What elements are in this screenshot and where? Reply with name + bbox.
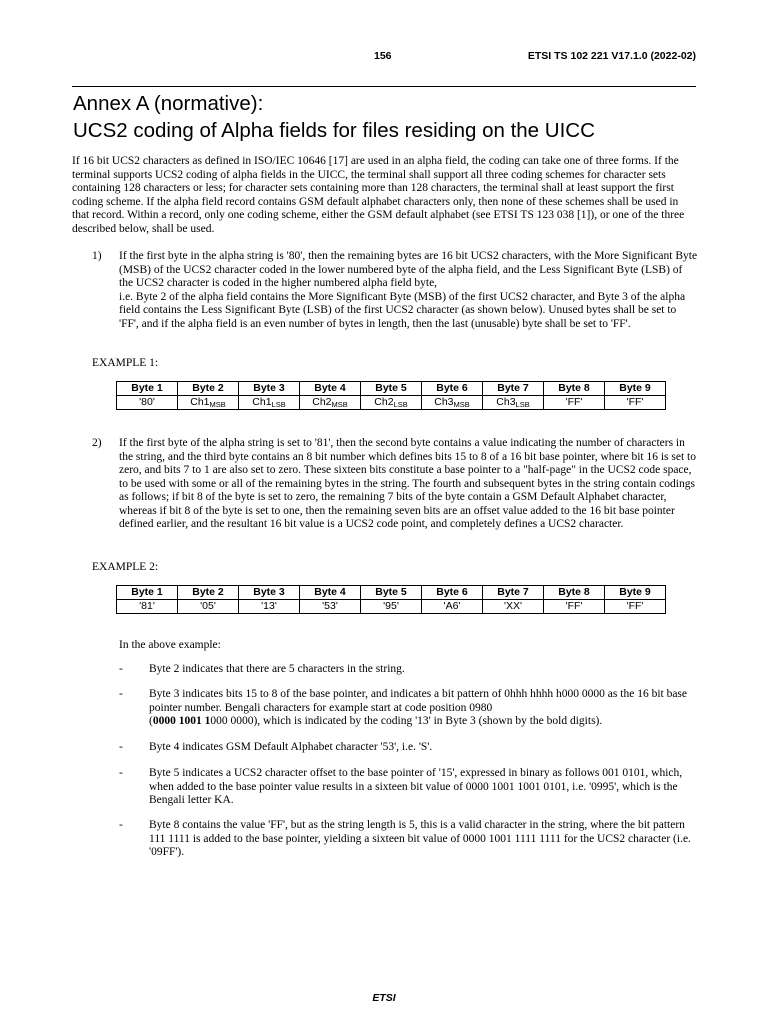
table-row (117, 600, 666, 614)
cell-subscript: MSB (209, 400, 226, 409)
table-header-row (117, 586, 666, 600)
value-cell: 'A6' (422, 600, 483, 614)
table-header-row (117, 382, 666, 396)
bullet-text: Byte 2 indicates that there are 5 characters in the string. (149, 663, 405, 675)
bullet-item (119, 741, 699, 755)
example-2-label: EXAMPLE 2: (92, 561, 159, 573)
footer-etsi: ETSI (372, 992, 396, 1004)
cell-value: Ch3 (496, 396, 516, 408)
value-cell (300, 396, 361, 410)
bullet-text: Byte 8 contains the value 'FF', but as the string length is 5, this is a valid character in the string, where the bit pattern 111 1111 is added to the base pointer, yielding a sixteen bit value of 0000 1001 1111 1111 for the UCS2 character (i.e. '09FF'). (149, 819, 691, 858)
value-cell: '95' (361, 600, 422, 614)
header-cell: Byte 7 (483, 586, 544, 600)
value-cell: 'FF' (544, 600, 605, 614)
cell-subscript: LSB (515, 400, 530, 409)
value-cell (117, 396, 178, 410)
bullet-item (119, 767, 699, 808)
value-cell: '05' (178, 600, 239, 614)
bullet-paren: ( (149, 715, 153, 727)
bullet-text-part (149, 715, 699, 729)
header-cell: Byte 4 (300, 586, 361, 600)
bullet-text (149, 688, 699, 729)
coding-scheme-1 (92, 250, 698, 331)
document-id: ETSI TS 102 221 V17.1.0 (2022-02) (527, 50, 696, 62)
bullet-dash: - (119, 819, 123, 831)
item-1-text-a: If the first byte in the alpha string is '80', then the remaining bytes are 16 bit UCS2 characters, with the More Significant Byte (MSB) of the UCS2 character coded in the lower numbered byte of the alpha field, and the Less Significant Byte (LSB) of the UCS2 character is coded in the higher numbered alpha field byte, (119, 250, 698, 289)
bold-digits: 0000 1001 1 (152, 715, 211, 727)
cell-subscript: MSB (331, 400, 348, 409)
example-1-label: EXAMPLE 1: (92, 357, 159, 369)
header-cell: Byte 3 (239, 586, 300, 600)
bullet-dash: - (119, 741, 123, 753)
cell-subscript: LSB (271, 400, 286, 409)
bullet-text: Byte 5 indicates a UCS2 character offset to the base pointer of '15', expressed in binary as follows 001 0101, which, when added to the base pointer value results in a sixteen bit value of 0000 1001 1001 0101, i.e. '0995', which is the Bengali letter KA. (149, 767, 683, 806)
table-row (117, 396, 666, 410)
value-cell (544, 396, 605, 410)
example-note: In the above example: (119, 639, 221, 651)
bullet-item (119, 663, 699, 677)
item-1-text-b: i.e. Byte 2 of the alpha field contains the More Significant Byte (MSB) of the first UCS2 character, and Byte 3 of the alpha field contains the Less Significant Byte (LSB) of the first UCS2 character (as shown below). Unused bytes shall be set to 'FF', and if the alpha field is an even number of bytes in length, then the last (unusable) byte shall be set to 'FF'. (119, 290, 686, 330)
value-cell: '13' (239, 600, 300, 614)
annex-title-line-2: UCS2 coding of Alpha fields for files residing on the UICC (73, 119, 595, 142)
page-number: 156 (374, 50, 392, 62)
value-cell: '81' (117, 600, 178, 614)
value-cell (239, 396, 300, 410)
coding-scheme-2 (92, 437, 698, 532)
value-cell (361, 396, 422, 410)
header-cell: Byte 1 (117, 586, 178, 600)
header-cell: Byte 2 (178, 382, 239, 396)
bullet-dash: - (119, 688, 123, 700)
bullet-item (119, 688, 699, 729)
bullet-item (119, 819, 699, 860)
bullet-dash: - (119, 663, 123, 675)
cell-value: Ch1 (190, 396, 210, 408)
item-number: 1) (92, 250, 102, 262)
header-cell: Byte 9 (605, 586, 666, 600)
header-cell: Byte 5 (361, 586, 422, 600)
header-cell: Byte 3 (239, 382, 300, 396)
cell-value: 'FF' (565, 396, 583, 408)
value-cell (605, 396, 666, 410)
header-cell: Byte 4 (300, 382, 361, 396)
cell-value: '80' (139, 396, 155, 408)
value-cell: 'FF' (605, 600, 666, 614)
value-cell: '53' (300, 600, 361, 614)
cell-value: Ch1 (252, 396, 272, 408)
value-cell (422, 396, 483, 410)
cell-value: Ch2 (374, 396, 394, 408)
header-rule (72, 86, 696, 87)
annex-title (73, 90, 595, 144)
cell-value: Ch3 (434, 396, 454, 408)
item-2-text: If the first byte of the alpha string is set to '81', then the second byte contains a value indicating the number of characters in the string, and the third byte contains an 8 bit number which defines bits 15 to 8 of a 16 bit base pointer, where bit 16 is set to zero, and bits 7 to 1 are also set to zero. These sixteen bits constitute a base pointer to a "half-page" in the UCS2 code space, to be used with some or all of the remaining bytes in the string. The fourth and subsequent bytes in the string contain codings as follows; if bit 8 of the byte is set to zero, the remaining 7 bits of the byte contain a GSM Default Alphabet character, whereas if bit 8 of the byte is set to one, then the remaining seven bits are an offset value added to the 16 bit base pointer defined earlier, and the resultant 16 bit value is a UCS2 code point, and completely defines a UCS2 character. (119, 437, 696, 530)
intro-paragraph: If 16 bit UCS2 characters as defined in ISO/IEC 10646 [17] are used in an alpha field, the coding can take one of three forms. If the terminal supports UCS2 coding of alpha fields in the UICC, the terminal shall support all three coding schemes for character sets containing 128 characters or less; for character sets containing more than 128 characters, the terminal shall at least support the first coding scheme. If the alpha field record contains GSM default alphabet characters only, then none of these schemes shall be used in that record. Within a record, only one coding scheme, either the GSM default alphabet (see ETSI TS 123 038 [1]), or one of the three described below, shall be used. (72, 155, 685, 235)
header-cell: Byte 6 (422, 382, 483, 396)
header-cell: Byte 8 (544, 586, 605, 600)
bullet-dash: - (119, 767, 123, 779)
value-cell: 'XX' (483, 600, 544, 614)
bullet-text: Byte 4 indicates GSM Default Alphabet character '53', i.e. 'S'. (149, 741, 433, 753)
example-1-table (116, 381, 666, 410)
header-cell: Byte 8 (544, 382, 605, 396)
header-cell: Byte 6 (422, 586, 483, 600)
value-cell (483, 396, 544, 410)
bullet-text-rest: 000 0000), which is indicated by the coding '13' in Byte 3 (shown by the bold digits). (210, 715, 603, 727)
header-cell: Byte 9 (605, 382, 666, 396)
header-cell: Byte 5 (361, 382, 422, 396)
example-2-table (116, 585, 666, 614)
header-cell: Byte 2 (178, 586, 239, 600)
value-cell (178, 396, 239, 410)
header-cell: Byte 1 (117, 382, 178, 396)
cell-subscript: LSB (393, 400, 408, 409)
annex-title-line-1: Annex A (normative): (73, 92, 264, 115)
cell-value: 'FF' (626, 396, 644, 408)
cell-subscript: MSB (453, 400, 470, 409)
item-number: 2) (92, 437, 102, 449)
header-cell: Byte 7 (483, 382, 544, 396)
cell-value: Ch2 (312, 396, 332, 408)
bullet-text-part: Byte 3 indicates bits 15 to 8 of the base pointer, and indicates a bit pattern of 0hhh hhhh h000 0000 as the 16 bit base pointer number. Bengali characters for example start at code position 0980 (149, 688, 688, 714)
